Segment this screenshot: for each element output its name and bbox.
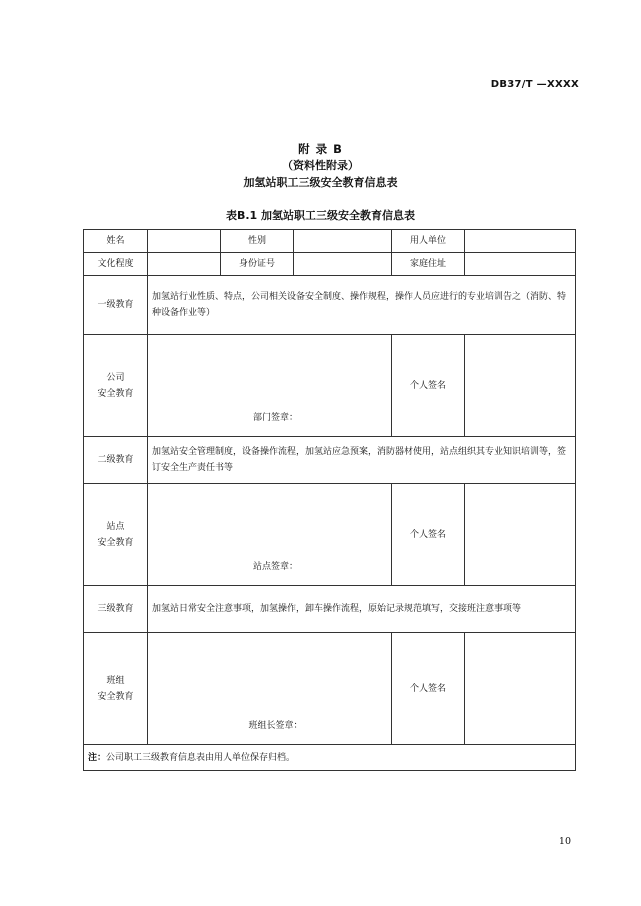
department-stamp-label: 部门签章： xyxy=(252,413,298,423)
table-row xyxy=(84,745,576,771)
company-label-line2: 安全教育 xyxy=(97,388,134,399)
station-signature-cell[interactable] xyxy=(465,484,576,586)
gender-label: 性别 xyxy=(221,230,294,253)
level2-label: 二级教育 xyxy=(84,437,148,484)
note-key: 注： xyxy=(88,752,107,763)
station-stamp-label: 站点签章： xyxy=(252,562,298,572)
table-row xyxy=(84,484,576,586)
document-code: DB37/T —XXXX xyxy=(490,79,579,90)
id-number-label: 身份证号 xyxy=(221,253,294,276)
team-leader-stamp-label: 班组长签章： xyxy=(248,721,303,731)
table-caption: 表B.1 加氢站职工三级安全教育信息表 xyxy=(225,209,416,222)
page-number: 10 xyxy=(558,836,571,847)
level2-content: 加氢站安全管理制度，设备操作流程，加氢站应急预案，消防器材使用，站点组织其专业知识培训等，签订安全生产责任书等 xyxy=(148,437,576,484)
company-stamp-area[interactable] xyxy=(148,335,392,437)
station-label-line2: 安全教育 xyxy=(97,537,134,548)
station-education-label xyxy=(84,484,148,586)
name-value-cell[interactable] xyxy=(148,230,221,253)
level1-content: 加氢站行业性质、特点，公司相关设备安全制度、操作规程，操作人员应进行的专业培训告之（消防、特种设备作业等） xyxy=(148,276,576,335)
team-label-line2: 安全教育 xyxy=(97,691,134,702)
table-row xyxy=(84,633,576,745)
home-address-value-cell[interactable] xyxy=(465,253,576,276)
employer-value-cell[interactable] xyxy=(465,230,576,253)
table-note xyxy=(84,745,576,771)
document-title: 加氢站职工三级安全教育信息表 xyxy=(243,176,398,189)
team-label-line1: 班组 xyxy=(106,675,125,686)
gender-value-cell[interactable] xyxy=(294,230,392,253)
home-address-label: 家庭住址 xyxy=(392,253,465,276)
table-row xyxy=(84,437,576,484)
table-row xyxy=(84,335,576,437)
company-label-line1: 公司 xyxy=(106,372,125,383)
name-label: 姓名 xyxy=(84,230,148,253)
level1-label: 一级教育 xyxy=(84,276,148,335)
appendix-subtitle: （资料性附录） xyxy=(282,159,359,172)
level3-content: 加氢站日常安全注意事项，加氢操作，卸车操作流程，原始记录规范填写，交接班注意事项等 xyxy=(148,586,576,633)
team-signature-label: 个人签名 xyxy=(392,633,465,745)
team-education-label xyxy=(84,633,148,745)
note-text: 公司职工三级教育信息表由用人单位保存归档。 xyxy=(106,752,296,763)
team-signature-cell[interactable] xyxy=(465,633,576,745)
table-row xyxy=(84,586,576,633)
appendix-title: 附 录 B xyxy=(298,142,343,156)
station-signature-label: 个人签名 xyxy=(392,484,465,586)
level3-label: 三级教育 xyxy=(84,586,148,633)
employer-label: 用人单位 xyxy=(392,230,465,253)
company-education-label xyxy=(84,335,148,437)
safety-education-table xyxy=(83,229,576,771)
education-level-label: 文化程度 xyxy=(84,253,148,276)
company-signature-cell[interactable] xyxy=(465,335,576,437)
team-stamp-area[interactable] xyxy=(148,633,392,745)
table-row xyxy=(84,230,576,253)
station-label-line1: 站点 xyxy=(106,521,125,532)
station-stamp-area[interactable] xyxy=(148,484,392,586)
table-row xyxy=(84,276,576,335)
id-number-value-cell[interactable] xyxy=(294,253,392,276)
table-row xyxy=(84,253,576,276)
education-level-value-cell[interactable] xyxy=(148,253,221,276)
company-signature-label: 个人签名 xyxy=(392,335,465,437)
